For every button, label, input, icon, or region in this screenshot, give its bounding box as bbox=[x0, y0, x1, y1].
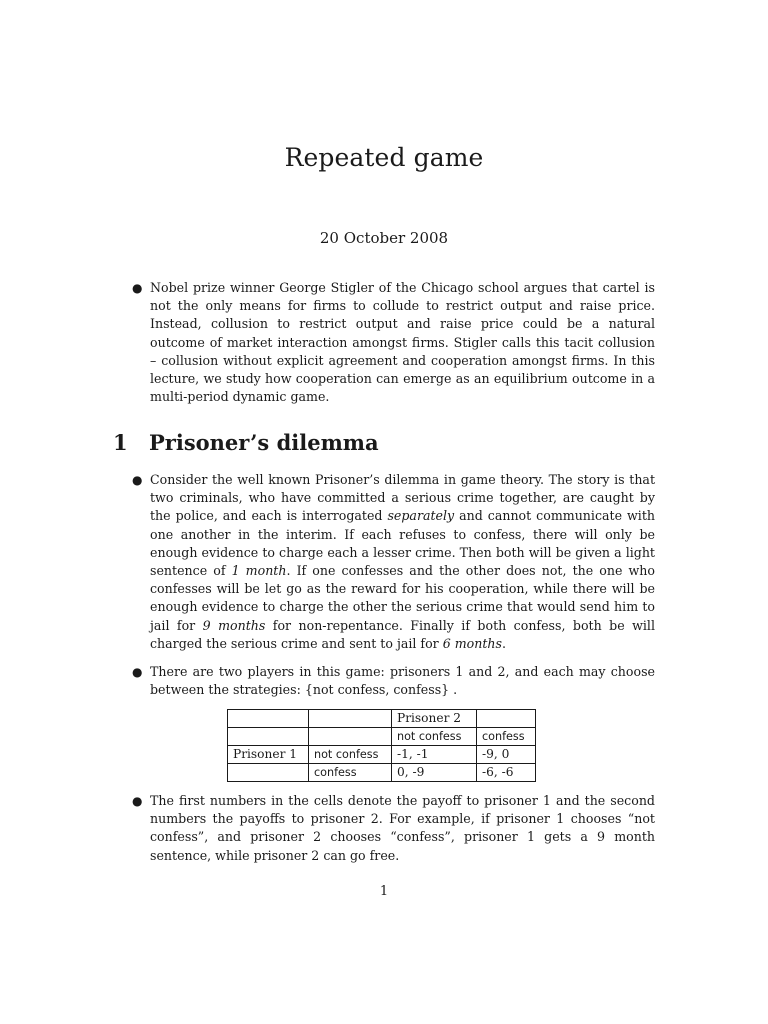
bullet-icon: ● bbox=[132, 665, 143, 679]
row-strategy-not-confess: not confess bbox=[309, 746, 392, 764]
story-emphasis-6-months: 6 months bbox=[442, 635, 502, 651]
section-title: Prisoner’s dilemma bbox=[149, 430, 379, 455]
table-cell-empty bbox=[228, 764, 309, 782]
column-strategy-not-confess: not confess bbox=[392, 728, 477, 746]
row-player-label: Prisoner 1 bbox=[228, 746, 309, 764]
table-row bbox=[228, 710, 536, 728]
story-bullet bbox=[132, 471, 655, 653]
payoff-cell: -1, -1 bbox=[392, 746, 477, 764]
table-row bbox=[228, 728, 536, 746]
page-number: 1 bbox=[379, 884, 389, 899]
payoff-cell: -6, -6 bbox=[477, 764, 536, 782]
table-row bbox=[228, 746, 536, 764]
table-cell-empty bbox=[228, 728, 309, 746]
column-strategy-confess: confess bbox=[477, 728, 536, 746]
story-emphasis-separately: separately bbox=[387, 508, 455, 524]
story-emphasis-1-month: 1 month bbox=[231, 563, 287, 579]
story-emphasis-9-months: 9 months bbox=[202, 617, 266, 633]
section-heading bbox=[113, 430, 379, 455]
story-text-1: Consider the well known Prisoner’s dilemma in game theory. The story is that two criminals, who have committed a serious crime together, are caught by the police, and each is interrogated bbox=[150, 472, 655, 524]
players-bullet bbox=[132, 663, 655, 699]
payoffs-bullet-text: The first numbers in the cells denote the payoff to prisoner 1 and the second numbers the payoffs to prisoner 2. For example, if prisoner 1 chooses “not confess”, and prisoner 2 chooses “confess”, prisoner 1 gets a 9 month sentence, while prisoner 2 can go free. bbox=[150, 793, 655, 863]
column-player-label: Prisoner 2 bbox=[392, 710, 477, 728]
payoffs-bullet bbox=[132, 792, 655, 865]
payoff-cell: -9, 0 bbox=[477, 746, 536, 764]
intro-bullet-text: Nobel prize winner George Stigler of the Chicago school argues that cartel is not the only means for firms to collude to restrict output and raise price. Instead, collusion to restrict output and raise price could be a natural outcome of market interaction amongst firms. Stigler calls this tacit collusion – collusion without explicit agreement and cooperation amongst firms. In this lecture, we study how cooperation can emerge as an equilibrium outcome in a multi-period dynamic game. bbox=[150, 280, 655, 405]
bullet-icon: ● bbox=[132, 794, 143, 808]
section-number: 1 bbox=[113, 430, 128, 455]
payoff-matrix bbox=[227, 709, 536, 782]
table-cell-empty bbox=[477, 710, 536, 728]
story-text-5: . bbox=[501, 635, 506, 651]
table-row bbox=[228, 764, 536, 782]
story-text-2: and cannot communicate with one another in the interim. If each refuses to confess, there will only be enough evidence to charge each a lesser crime. Then both will be given a light sentence of bbox=[150, 508, 655, 579]
intro-bullet bbox=[132, 279, 655, 406]
table-cell-empty bbox=[228, 710, 309, 728]
bullet-icon: ● bbox=[132, 281, 143, 295]
story-text-4: for non-repentance. Finally if both confess, both be will charged the serious crime and sent to jail for bbox=[150, 617, 655, 651]
table-cell-empty bbox=[309, 728, 392, 746]
document-date: 20 October 2008 bbox=[319, 229, 449, 247]
players-bullet-text: There are two players in this game: prisoners 1 and 2, and each may choose between the strategies: {not confess, confess} . bbox=[150, 664, 655, 698]
document-title: Repeated game bbox=[284, 143, 484, 172]
story-text-3: . If one confesses and the other does not, the one who confesses will be let go as the reward for his cooperation, while there will be enough evidence to charge the other the serious crime that would send him to jail for bbox=[150, 563, 655, 633]
payoff-cell: 0, -9 bbox=[392, 764, 477, 782]
table-cell-empty bbox=[309, 710, 392, 728]
bullet-icon: ● bbox=[132, 473, 143, 487]
row-strategy-confess: confess bbox=[309, 764, 392, 782]
